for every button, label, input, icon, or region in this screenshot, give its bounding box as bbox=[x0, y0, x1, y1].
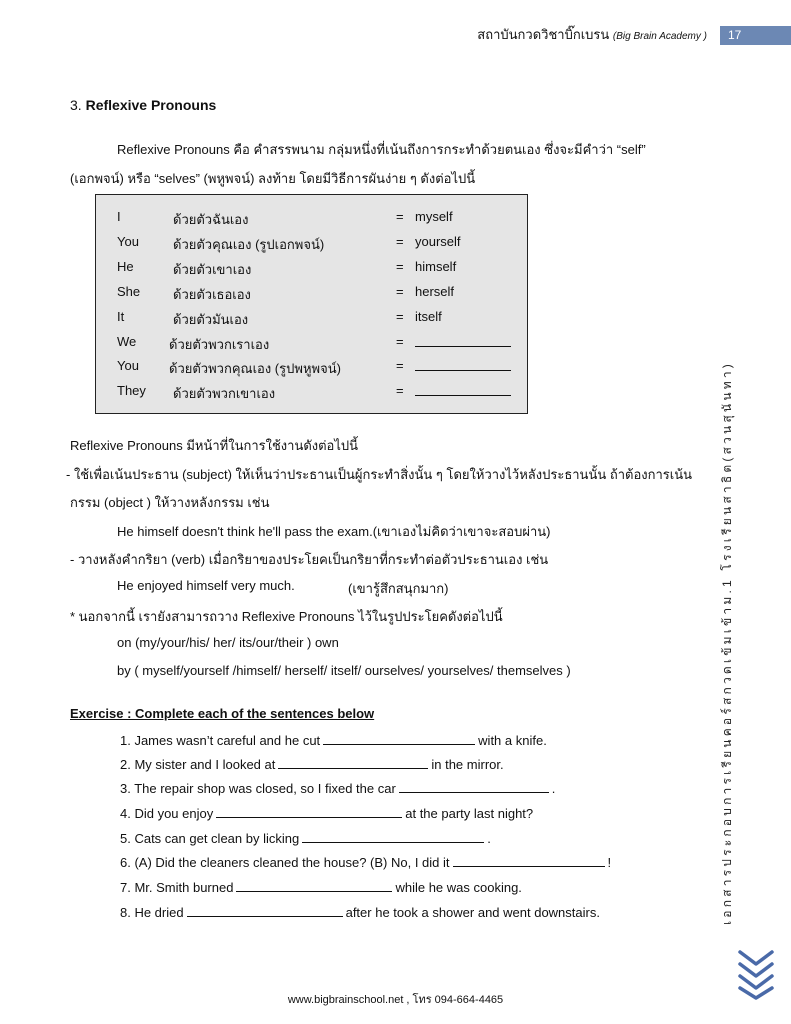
exercise-text-after: with a knife. bbox=[478, 733, 547, 748]
header-title bbox=[477, 24, 707, 45]
pronoun-row bbox=[96, 234, 527, 254]
answer-blank[interactable] bbox=[187, 904, 343, 917]
exercise-text-before: 8. He dried bbox=[120, 905, 184, 920]
exercise-text-before: 1. James wasn’t careful and he cut bbox=[120, 733, 321, 748]
answer-blank[interactable] bbox=[216, 805, 402, 818]
pronoun: You bbox=[117, 234, 139, 249]
section-title bbox=[70, 97, 216, 113]
answer-blank[interactable] bbox=[278, 756, 428, 769]
equals-sign: = bbox=[396, 383, 404, 398]
pronoun-row bbox=[96, 334, 527, 354]
pronoun-thai: ด้วยตัวพวกคุณเอง (รูปพหูพจน์) bbox=[169, 361, 341, 376]
exercise-item bbox=[120, 879, 522, 895]
footer-contact: www.bigbrainschool.net , โทร 094-664-4465 bbox=[287, 994, 504, 1006]
exercise-item bbox=[120, 904, 600, 920]
intro-line-2: (เอกพจน์) หรือ “selves” (พหูพจน์) ลงท้าย โดยมีวิธีการผันง่าย ๆ ดังต่อไปนี้ bbox=[70, 171, 476, 186]
usage-example-2-thai: (เขารู้สึกสนุกมาก) bbox=[348, 581, 449, 596]
usage-point-1-line-1: - ใช้เพื่อเน้นประธาน (subject) ให้เห็นว่าประธานเป็นผู้กระทำสิ่งนั้น ๆ โดยให้วางไว้หลังประธานนั้น ถ้าต้องการเน้น bbox=[66, 467, 692, 482]
reflexive-form: itself bbox=[415, 309, 442, 324]
institute-thai-name: สถาบันกวดวิชาบิ๊กเบรน bbox=[477, 27, 610, 42]
equals-sign: = bbox=[396, 309, 404, 324]
pronoun-thai: ด้วยตัวฉันเอง bbox=[173, 212, 249, 227]
equals-sign: = bbox=[396, 358, 404, 373]
usage-pattern-1: on (my/your/his/ her/ its/our/their ) own bbox=[117, 635, 339, 650]
equals-sign: = bbox=[396, 209, 404, 224]
exercise-item bbox=[120, 732, 547, 748]
pronoun: I bbox=[117, 209, 121, 224]
reflexive-form: myself bbox=[415, 209, 453, 224]
exercise-text-before: 7. Mr. Smith burned bbox=[120, 880, 234, 895]
exercise-text-after: . bbox=[551, 781, 556, 796]
exercise-title: Exercise : Complete each of the sentences below bbox=[70, 706, 375, 721]
pronoun: She bbox=[117, 284, 141, 299]
pronoun-thai: ด้วยตัวเขาเอง bbox=[173, 262, 252, 277]
answer-blank[interactable] bbox=[323, 732, 475, 745]
answer-blank[interactable] bbox=[453, 854, 605, 867]
pronoun-thai: ด้วยตัวพวกเราเอง bbox=[169, 337, 270, 352]
equals-sign: = bbox=[396, 259, 404, 274]
usage-point-1-line-2: กรรม (object ) ให้วางหลังกรรม เช่น bbox=[70, 495, 270, 510]
pronoun-thai: ด้วยตัวพวกเขาเอง bbox=[173, 386, 276, 401]
pronoun-row bbox=[96, 383, 527, 403]
pronoun: You bbox=[117, 358, 139, 373]
exercise-text-after: while he was cooking. bbox=[395, 880, 522, 895]
answer-blank[interactable] bbox=[399, 780, 549, 793]
pronoun-thai: ด้วยตัวคุณเอง (รูปเอกพจน์) bbox=[173, 237, 325, 252]
institute-english-name: (Big Brain Academy ) bbox=[612, 31, 707, 42]
exercise-text-before: 5. Cats can get clean by licking bbox=[120, 831, 300, 846]
usage-point-2: - วางหลังคำกริยา (verb) เมื่อกริยาของประโยคเป็นกริยาที่กระทำต่อตัวประธานเอง เช่น bbox=[70, 552, 549, 567]
side-course-caption: เอกสารประกอบการเรียนคอร์สกวดเข้มเข้าม.1 โรงเรียนสาธิต(สวนสุนันทา) bbox=[720, 361, 734, 925]
equals-sign: = bbox=[396, 334, 404, 349]
exercise-item bbox=[120, 805, 533, 821]
pronoun-row bbox=[96, 259, 527, 279]
page-number-badge: 17 bbox=[720, 26, 791, 45]
pronoun-row bbox=[96, 358, 527, 378]
exercise-text-after: in the mirror. bbox=[431, 757, 504, 772]
pronoun-row bbox=[96, 209, 527, 229]
pronoun-row bbox=[96, 309, 527, 329]
exercise-text-before: 2. My sister and I looked at bbox=[120, 757, 276, 772]
pronoun: We bbox=[117, 334, 137, 349]
pronoun: They bbox=[117, 383, 146, 398]
usage-heading: Reflexive Pronouns มีหน้าที่ในการใช้งานดังต่อไปนี้ bbox=[70, 438, 359, 453]
usage-example-1: He himself doesn't think he'll pass the exam.(เขาเองไม่คิดว่าเขาจะสอบผ่าน) bbox=[117, 524, 551, 539]
exercise-item bbox=[120, 854, 611, 870]
reflexive-form: herself bbox=[415, 284, 455, 299]
equals-sign: = bbox=[396, 234, 404, 249]
section-name: Reflexive Pronouns bbox=[85, 97, 217, 113]
intro-line-1: Reflexive Pronouns คือ คำสรรพนาม กลุ่มหนึ่งที่เน้นถึงการกระทำด้วยตนเอง ซึ่งจะมีคำว่า “self” bbox=[117, 142, 646, 157]
exercise-item bbox=[120, 780, 555, 796]
usage-note: * นอกจากนี้ เรายังสามารถวาง Reflexive Pronouns ไว้ในรูปประโยคดังต่อไปนี้ bbox=[70, 609, 503, 624]
usage-pattern-2: by ( myself/yourself /himself/ herself/ itself/ ourselves/ yourselves/ themselves ) bbox=[117, 663, 571, 678]
exercise-text-after: after he took a shower and went downstairs. bbox=[345, 905, 600, 920]
exercise-item bbox=[120, 830, 491, 846]
section-number: 3. bbox=[70, 97, 82, 113]
pronoun-thai: ด้วยตัวมันเอง bbox=[173, 312, 249, 327]
answer-blank[interactable] bbox=[236, 879, 392, 892]
pronoun: He bbox=[117, 259, 134, 274]
answer-blank[interactable] bbox=[302, 830, 484, 843]
exercise-text-before: 4. Did you enjoy bbox=[120, 806, 214, 821]
exercise-text-after: ! bbox=[607, 855, 612, 870]
exercise-text-after: . bbox=[487, 831, 491, 846]
exercise-text-before: 6. (A) Did the cleaners cleaned the house? (B) No, I did it bbox=[120, 855, 450, 870]
reflexive-form: himself bbox=[415, 259, 457, 274]
pronoun-row bbox=[96, 284, 527, 304]
pronoun-thai: ด้วยตัวเธอเอง bbox=[173, 287, 251, 302]
exercise-text-after: at the party last night? bbox=[405, 806, 534, 821]
pronoun-table bbox=[95, 194, 528, 414]
equals-sign: = bbox=[396, 284, 404, 299]
pronoun: It bbox=[117, 309, 125, 324]
usage-example-2-english: He enjoyed himself very much. bbox=[117, 578, 295, 593]
reflexive-form: yourself bbox=[415, 234, 461, 249]
exercise-item bbox=[120, 756, 504, 772]
exercise-text-before: 3. The repair shop was closed, so I fixed the car bbox=[120, 781, 396, 796]
